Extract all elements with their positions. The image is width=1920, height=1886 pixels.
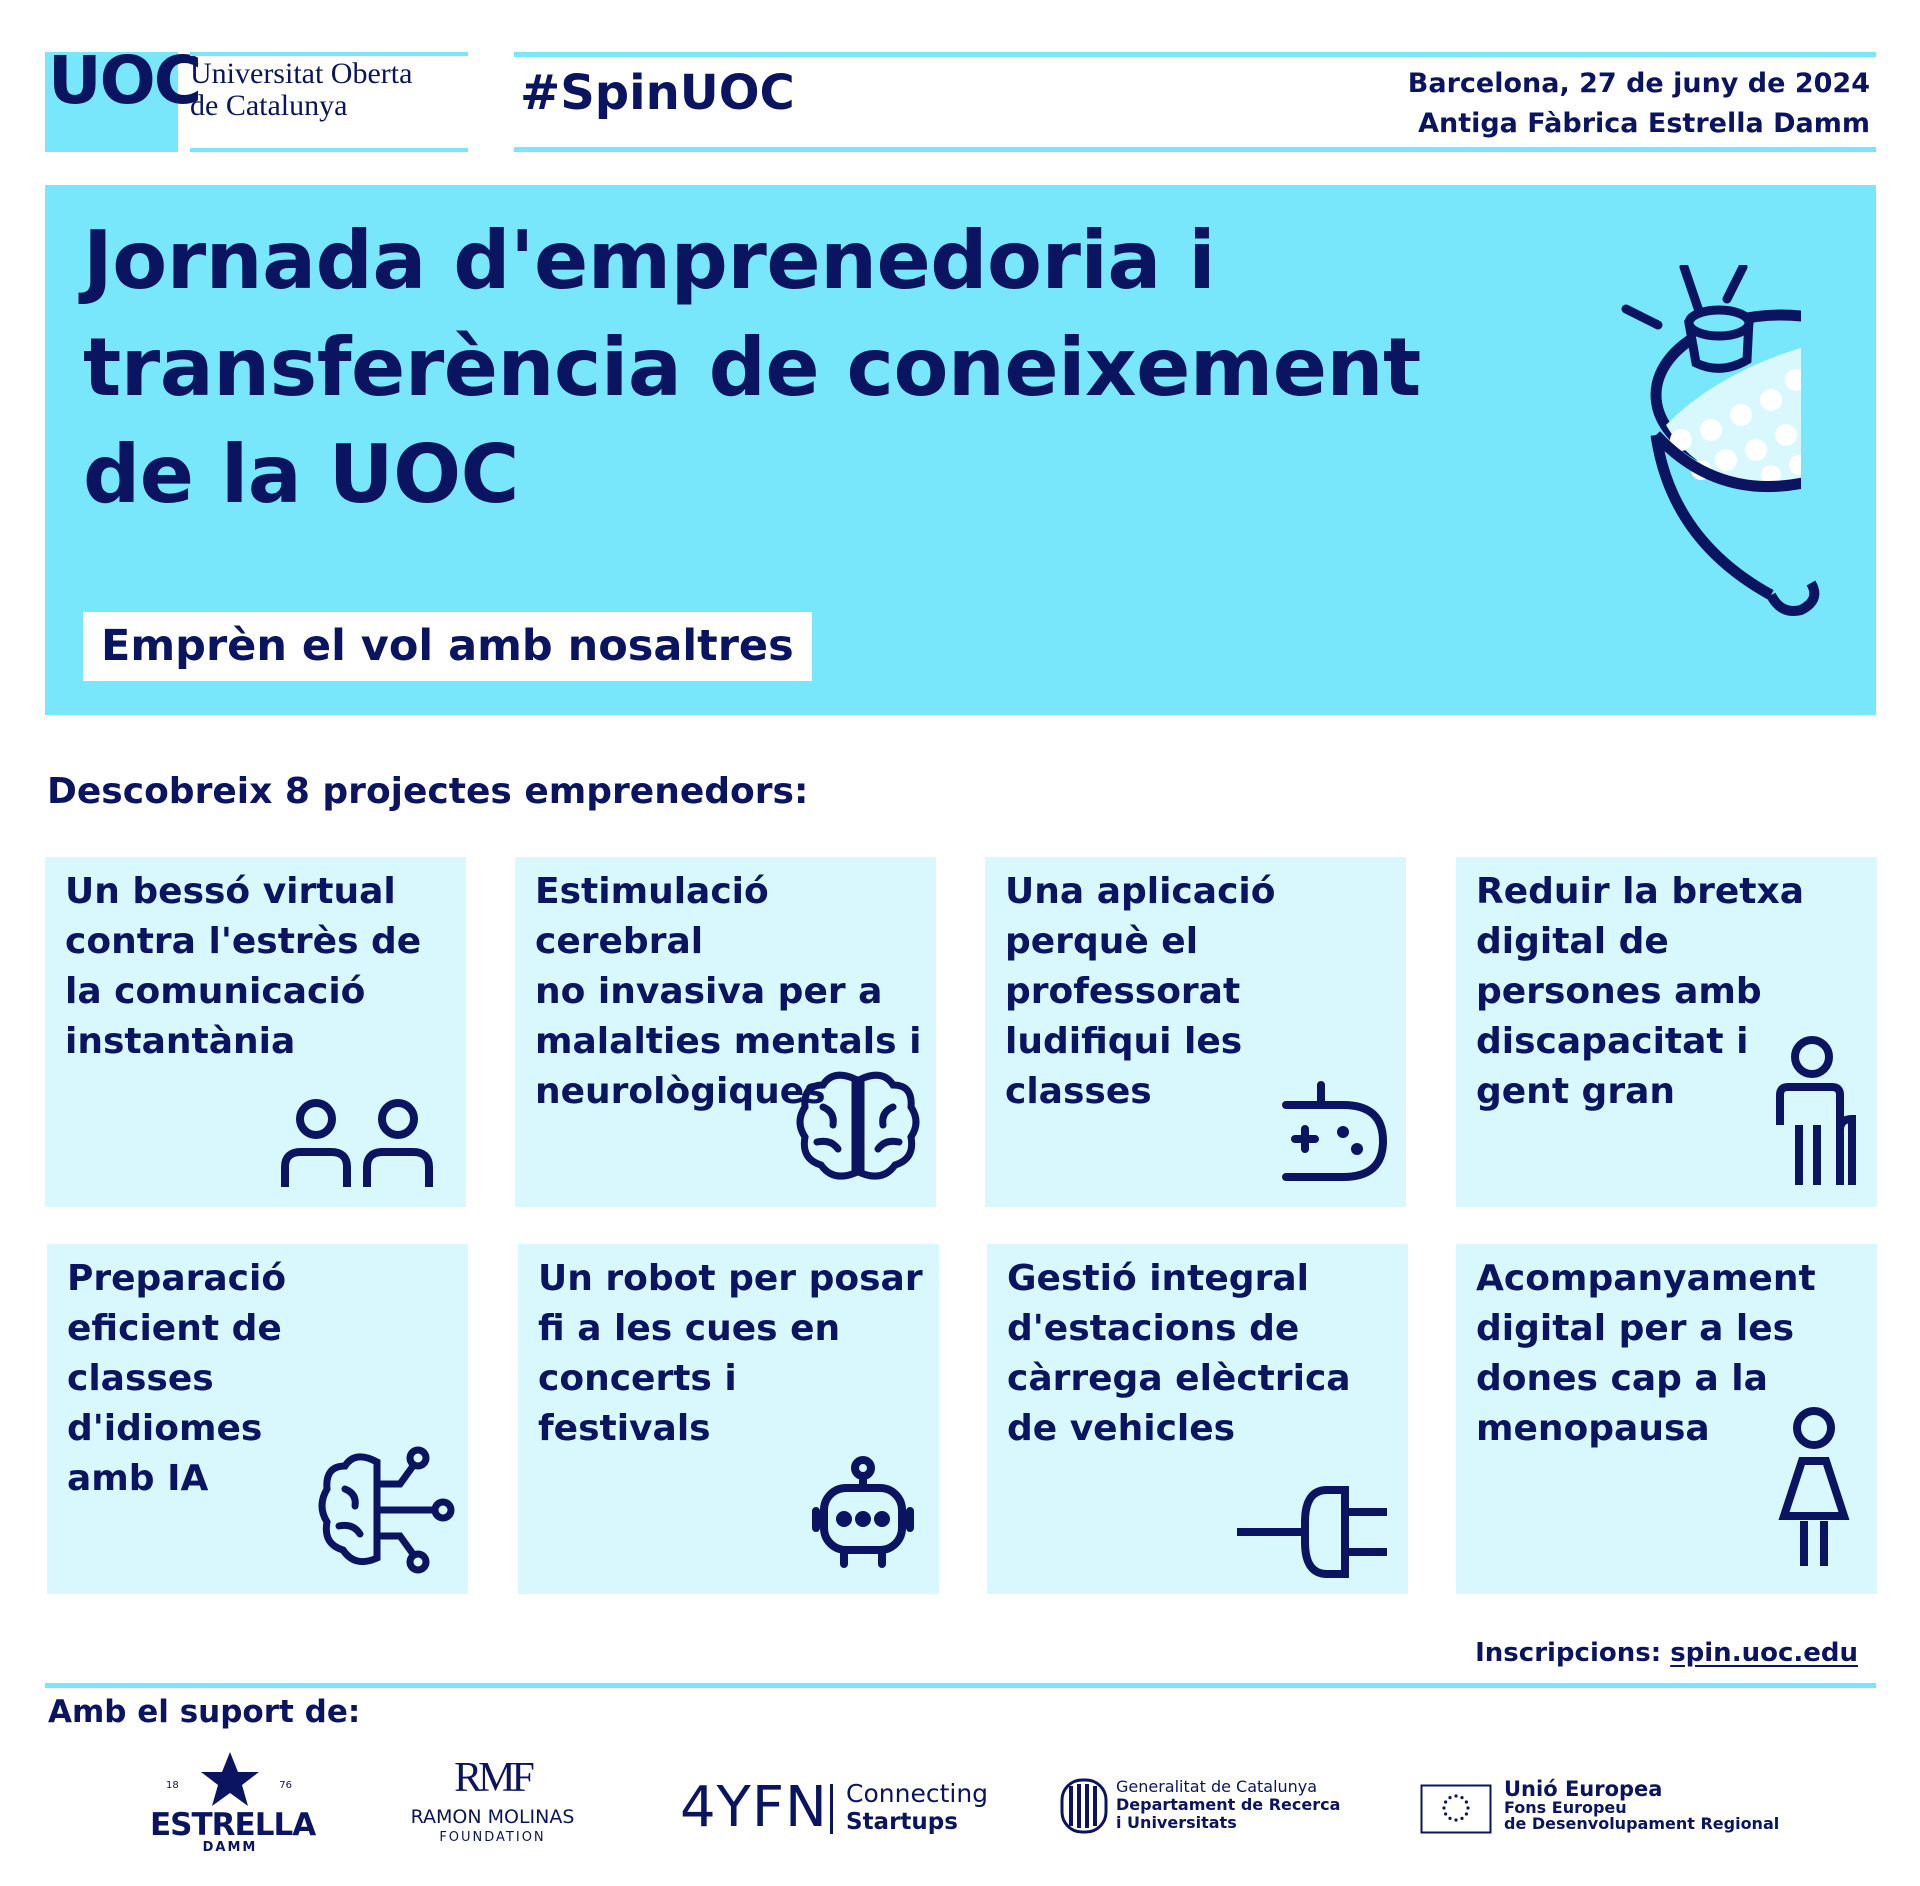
project-card-5[interactable] — [47, 1244, 468, 1594]
estrella-year-left: 18 — [166, 1780, 179, 1791]
sponsor-ramon-molinas[interactable] — [400, 1755, 585, 1855]
project-title-line: no invasiva per a — [535, 971, 883, 1012]
project-title-line: la comunicació — [65, 971, 366, 1012]
project-title-line: Un robot per posar — [538, 1258, 923, 1299]
4yfn-tagline-line2: Startups — [846, 1809, 958, 1835]
rmf-sub: FOUNDATION — [439, 1830, 546, 1845]
hero-banner — [45, 185, 1876, 715]
uoc-logo[interactable]: UOC — [48, 42, 201, 119]
event-date: Barcelona, 27 de juny de 2024 — [1407, 68, 1870, 99]
estrella-sub: DAMM — [202, 1840, 258, 1855]
spinning-top-icon — [1571, 265, 1831, 665]
inscriptions-label: Inscripcions: — [1475, 1638, 1662, 1668]
tagline: Emprèn el vol amb nosaltres — [83, 612, 812, 681]
project-title-line: Acompanyament — [1476, 1258, 1816, 1299]
projects-heading: Descobreix 8 projectes emprenedors: — [47, 771, 809, 812]
project-card-3[interactable] — [985, 857, 1406, 1207]
project-title-line: neurològiques — [535, 1071, 826, 1112]
star-icon — [195, 1750, 265, 1810]
project-title — [65, 867, 455, 1067]
robot-icon — [806, 1456, 921, 1576]
generalitat-line1: Generalitat de Catalunya — [1116, 1777, 1318, 1796]
project-title-line: perquè el — [1005, 921, 1199, 962]
4yfn-tagline-line1: Connecting — [846, 1779, 989, 1808]
project-title-line: classes — [67, 1358, 214, 1399]
project-title-line: Preparació — [67, 1258, 287, 1299]
4yfn-divider — [830, 1784, 833, 1834]
project-title-line: d'estacions de — [1007, 1308, 1300, 1349]
project-title-line: discapacitat i — [1476, 1021, 1749, 1062]
generalitat-emblem-icon — [1060, 1778, 1108, 1834]
brain-icon — [793, 1067, 923, 1187]
project-card-8[interactable] — [1456, 1244, 1877, 1594]
generalitat-line3: i Universitats — [1116, 1813, 1237, 1832]
hero-title — [83, 207, 1423, 528]
plug-icon — [1235, 1482, 1395, 1582]
sponsor-4yfn[interactable] — [680, 1775, 989, 1840]
project-title-line: Estimulació cerebral — [535, 871, 769, 962]
project-title-line: instantània — [65, 1021, 296, 1062]
sponsor-eu[interactable] — [1420, 1777, 1840, 1842]
project-card-6[interactable] — [518, 1244, 939, 1594]
project-title-line: digital per a les — [1476, 1308, 1795, 1349]
eu-line2: Fons Europeu — [1504, 1798, 1627, 1817]
estrella-name: ESTRELLA — [150, 1807, 316, 1843]
project-title-line: Gestió integral — [1007, 1258, 1309, 1299]
ai-brain-icon — [315, 1444, 460, 1574]
eu-flag-icon — [1420, 1784, 1492, 1834]
elderly-person-icon — [1772, 1035, 1862, 1195]
support-label: Amb el suport de: — [48, 1694, 361, 1730]
project-title-line: festivals — [538, 1408, 711, 1449]
footer-rule — [45, 1683, 1876, 1688]
project-card-7[interactable] — [987, 1244, 1408, 1594]
event-venue: Antiga Fàbrica Estrella Damm — [1418, 108, 1870, 139]
project-title-line: menopausa — [1476, 1408, 1710, 1449]
project-title-line: Reduir la bretxa — [1476, 871, 1804, 912]
estrella-year-right: 76 — [279, 1780, 292, 1791]
project-title-line: persones amb — [1476, 971, 1762, 1012]
sponsor-generalitat[interactable] — [1060, 1778, 1350, 1838]
project-title-line: de vehicles — [1007, 1408, 1236, 1449]
project-title-line: dones cap a la — [1476, 1358, 1768, 1399]
project-title-line: professorat — [1005, 971, 1241, 1012]
project-title-line: contra l'estrès de — [65, 921, 422, 962]
project-title — [538, 1254, 928, 1454]
hashtag: #SpinUOC — [520, 65, 795, 121]
project-title-line: d'idiomes — [67, 1408, 263, 1449]
project-title-line: ludifiqui les — [1005, 1021, 1243, 1062]
inscriptions-link[interactable]: spin.uoc.edu — [1670, 1638, 1858, 1668]
two-people-icon — [281, 1097, 441, 1197]
project-title-line: gent gran — [1476, 1071, 1676, 1112]
rmf-monogram: RMF — [454, 1755, 531, 1801]
project-title — [1007, 1254, 1397, 1454]
project-title-line: malalties mentals i — [535, 1021, 922, 1062]
hero-title-line2: transferència de coneixement — [83, 321, 1421, 414]
university-name — [190, 58, 490, 122]
woman-icon — [1774, 1406, 1854, 1576]
rmf-name: RAMON MOLINAS — [410, 1806, 575, 1828]
sponsor-estrella-damm[interactable] — [150, 1750, 316, 1860]
project-title-line: classes — [1005, 1071, 1152, 1112]
project-title-line: càrrega elèctrica — [1007, 1358, 1351, 1399]
eu-line1: Unió Europea — [1504, 1777, 1663, 1801]
project-title-line: Un bessó virtual — [65, 871, 396, 912]
university-line1: Universitat Oberta — [190, 57, 413, 90]
hero-title-line1: Jornada d'emprenedoria i — [83, 214, 1216, 307]
project-card-1[interactable] — [45, 857, 466, 1207]
inscriptions — [1475, 1634, 1858, 1672]
event-place-date — [1408, 64, 1870, 144]
gamepad-icon — [1281, 1077, 1391, 1187]
project-card-4[interactable] — [1456, 857, 1877, 1207]
project-title-line: amb IA — [67, 1458, 209, 1499]
university-line2: de Catalunya — [190, 89, 348, 122]
project-title-line: Una aplicació — [1005, 871, 1276, 912]
generalitat-line2: Departament de Recerca — [1116, 1795, 1341, 1814]
eu-line3: de Desenvolupament Regional — [1504, 1814, 1780, 1833]
project-title-line: digital de — [1476, 921, 1669, 962]
project-title-line: concerts i — [538, 1358, 737, 1399]
hero-title-line3: de la UOC — [83, 428, 519, 521]
project-title-line: fi a les cues en — [538, 1308, 841, 1349]
project-card-2[interactable] — [515, 857, 936, 1207]
project-title-line: eficient de — [67, 1308, 282, 1349]
4yfn-logo: 4YFN — [680, 1775, 828, 1840]
